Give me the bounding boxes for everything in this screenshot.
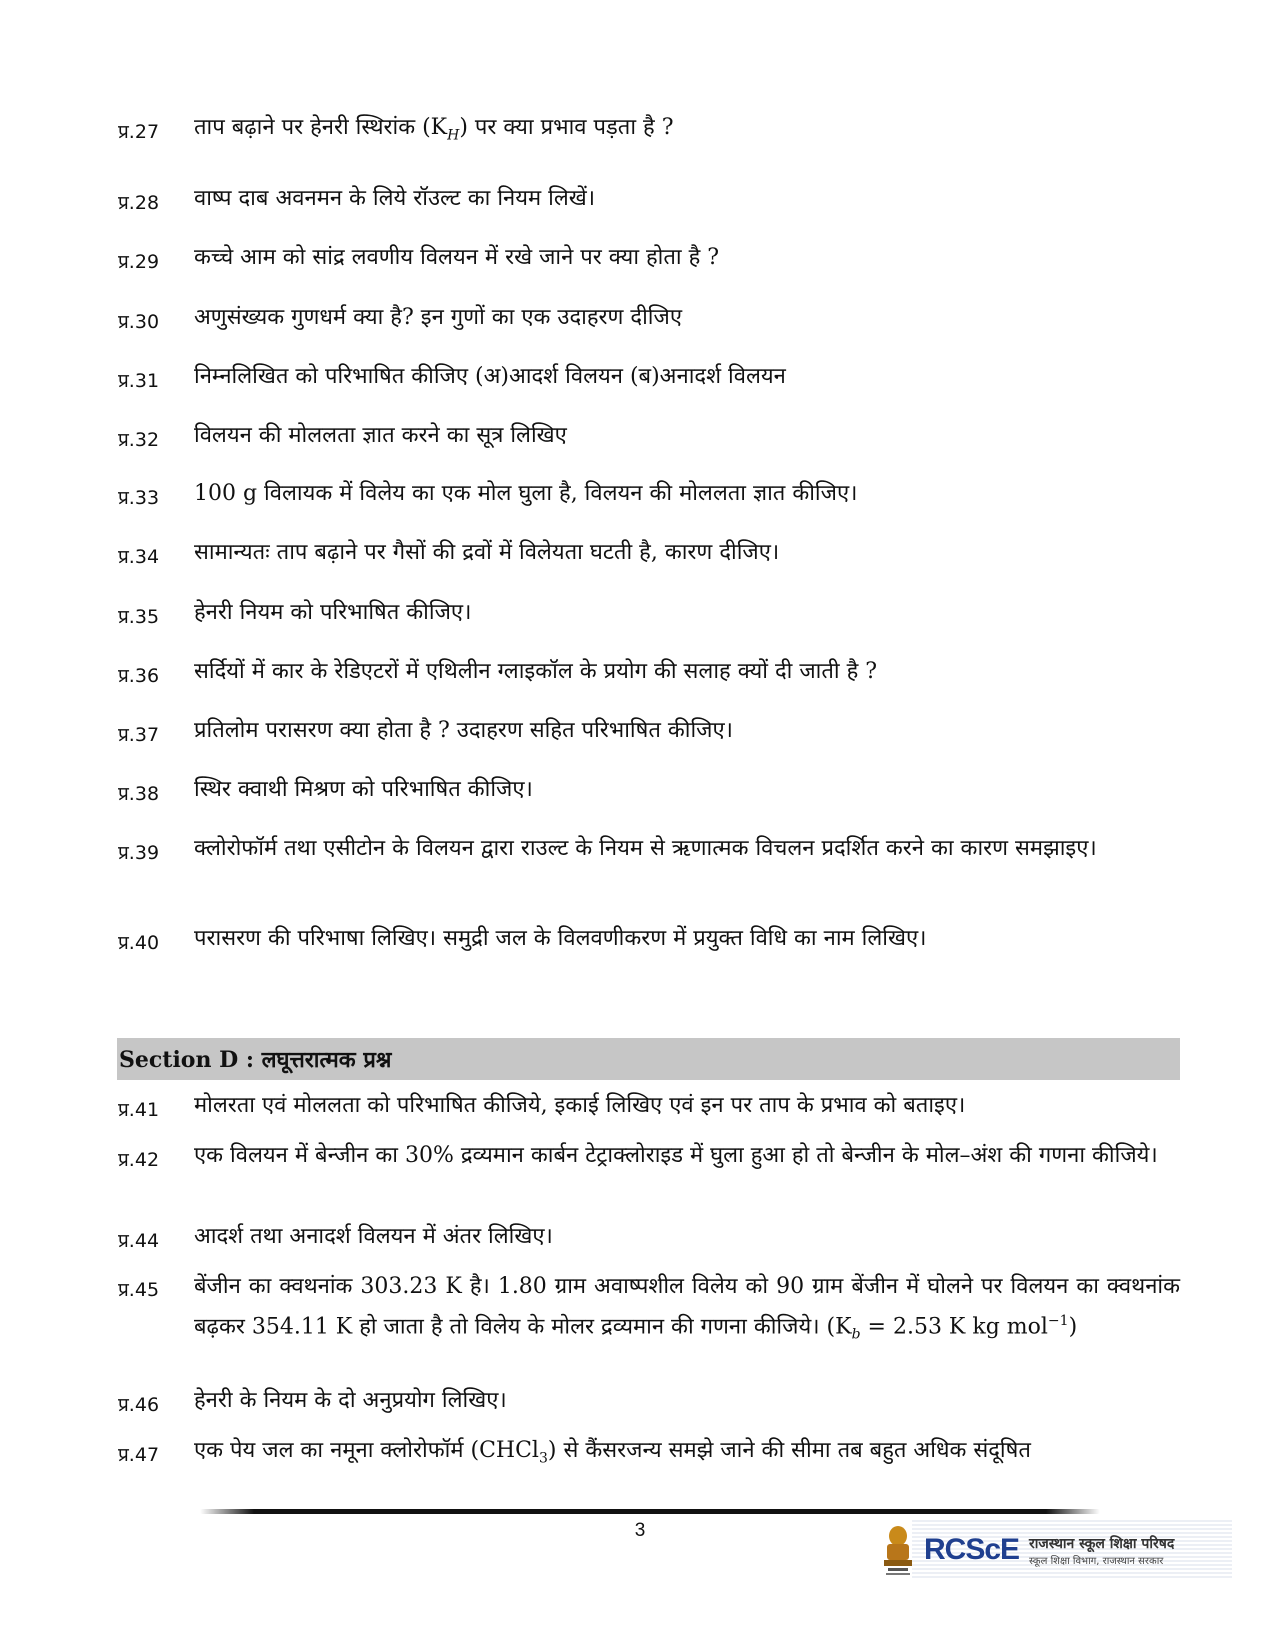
question-number: प्र.40 <box>118 932 160 954</box>
question-number: प्र.44 <box>118 1230 160 1252</box>
question-text: एक विलयन में बेन्जीन का 30% द्रव्यमान कार्बन टेट्राक्लोराइड में घुला हुआ हो तो बेन्जीन के मोल–अंश की गणना कीजिये। <box>194 1143 1158 1168</box>
question-number: प्र.32 <box>118 429 160 451</box>
question-text: विलयन की मोललता ज्ञात करने का सूत्र लिखिए <box>194 423 567 448</box>
question-text: एक पेय जल का नमूना क्लोरोफॉर्म (CHCl$_3$) से कैंसरजन्य समझे जाने की सीमा तब बहुत अधिक संदूषित <box>194 1438 1031 1467</box>
question-text: हेनरी के नियम के दो अनुप्रयोग लिखिए। <box>194 1388 507 1413</box>
question-number: प्र.31 <box>118 370 160 392</box>
question-text: हेनरी नियम को परिभाषित कीजिए। <box>194 600 472 625</box>
question-42 <box>118 1140 1180 1176</box>
page-number: 3 <box>634 1520 646 1541</box>
question-34 <box>118 537 1180 573</box>
question-number: प्र.46 <box>118 1394 160 1416</box>
question-text: आदर्श तथा अनादर्श विलयन में अंतर लिखिए। <box>194 1224 553 1249</box>
question-number: प्र.30 <box>118 311 160 333</box>
question-27 <box>118 112 1180 151</box>
question-number: प्र.41 <box>118 1099 160 1121</box>
question-number: प्र.29 <box>118 251 160 273</box>
question-text: ताप बढ़ाने पर हेनरी स्थिरांक $(K_H)$ पर क्या प्रभाव पड़ता है ? <box>194 115 674 144</box>
question-text: स्थिर क्वाथी मिश्रण को परिभाषित कीजिए। <box>194 777 533 802</box>
state-emblem-icon <box>878 1522 918 1578</box>
question-text: बेंजीन का क्वथनांक 303.23 K है। 1.80 ग्राम अवाष्पशील विलेय को 90 ग्राम बेंजीन में घोलने पर विलयन का क्वथनांक बढ़कर 354.11 K हो जाता है तो विलेय के मोलर द्रव्यमान की गणना कीजिये। ($K_b = 2.53$ K kg mol$^{-1}$) <box>194 1274 1180 1343</box>
question-45 <box>118 1270 1180 1352</box>
question-text: निम्नलिखित को परिभाषित कीजिए (अ)आदर्श विलयन (ब)अनादर्श विलयन <box>194 364 786 389</box>
question-37 <box>118 715 1180 751</box>
question-31 <box>118 361 1180 397</box>
question-36 <box>118 656 1180 692</box>
question-text: क्लोरोफॉर्म तथा एसीटोन के विलयन द्वारा राउल्ट के नियम से ऋणात्मक विचलन प्रदर्शित करने का कारण समझाइए। <box>194 836 1097 861</box>
question-number: प्र.45 <box>118 1279 160 1301</box>
rcsce-logo <box>878 1520 1238 1580</box>
question-text: सामान्यतः ताप बढ़ाने पर गैसों की द्रवों में विलेयता घटती है, कारण दीजिए। <box>194 540 780 565</box>
question-number: प्र.34 <box>118 546 160 568</box>
logo-line2: स्कूल शिक्षा विभाग, राजस्थान सरकार <box>1029 1555 1164 1567</box>
logo-line1: राजस्थान स्कूल शिक्षा परिषद <box>1029 1535 1175 1552</box>
question-41 <box>118 1090 1180 1126</box>
question-32 <box>118 420 1180 456</box>
question-text: सर्दियों में कार के रेडिएटरों में एथिलीन ग्लाइकॉल के प्रयोग की सलाह क्यों दी जाती है ? <box>194 659 878 684</box>
question-33 <box>118 478 1180 514</box>
question-number: प्र.37 <box>118 724 160 746</box>
question-text: परासरण की परिभाषा लिखिए। समुद्री जल के विलवणीकरण में प्रयुक्त विधि का नाम लिखिए। <box>194 926 927 951</box>
question-number: प्र.36 <box>118 665 160 687</box>
logo-subtitle <box>1029 1534 1174 1567</box>
question-29 <box>118 242 1180 278</box>
question-39 <box>118 833 1180 869</box>
question-text: वाष्प दाब अवनमन के लिये रॉउल्ट का नियम लिखें। <box>194 186 596 211</box>
question-text: कच्चे आम को सांद्र लवणीय विलयन में रखे जाने पर क्या होता है ? <box>194 245 720 270</box>
question-number: प्र.38 <box>118 783 160 805</box>
question-44 <box>118 1221 1180 1257</box>
question-40 <box>118 923 1180 959</box>
section-d-header <box>117 1038 1180 1080</box>
question-46 <box>118 1385 1180 1421</box>
question-28 <box>118 183 1180 219</box>
question-47 <box>118 1435 1180 1474</box>
question-38 <box>118 774 1180 810</box>
question-30 <box>118 302 1180 338</box>
question-text: अणुसंख्यक गुणधर्म क्या है? इन गुणों का एक उदाहरण दीजिए <box>194 305 682 330</box>
question-number: प्र.27 <box>118 121 160 143</box>
question-number: प्र.39 <box>118 842 160 864</box>
question-number: प्र.33 <box>118 487 160 509</box>
question-number: प्र.35 <box>118 606 160 628</box>
footer-divider <box>200 1509 1100 1514</box>
section-title: Section D : लघूत्तरात्मक प्रश्न <box>119 1047 392 1073</box>
question-number: प्र.28 <box>118 192 160 214</box>
question-text: प्रतिलोम परासरण क्या होता है ? उदाहरण सहित परिभाषित कीजिए। <box>194 718 734 743</box>
logo-wordmark: RCScE <box>924 1533 1020 1566</box>
question-text: 100 g विलायक में विलेय का एक मोल घुला है, विलयन की मोललता ज्ञात कीजिए। <box>194 481 858 506</box>
question-35 <box>118 597 1180 633</box>
question-number: प्र.42 <box>118 1149 160 1171</box>
question-text: मोलरता एवं मोललता को परिभाषित कीजिये, इकाई लिखिए एवं इन पर ताप के प्रभाव को बताइए। <box>194 1093 966 1118</box>
question-number: प्र.47 <box>118 1444 160 1466</box>
